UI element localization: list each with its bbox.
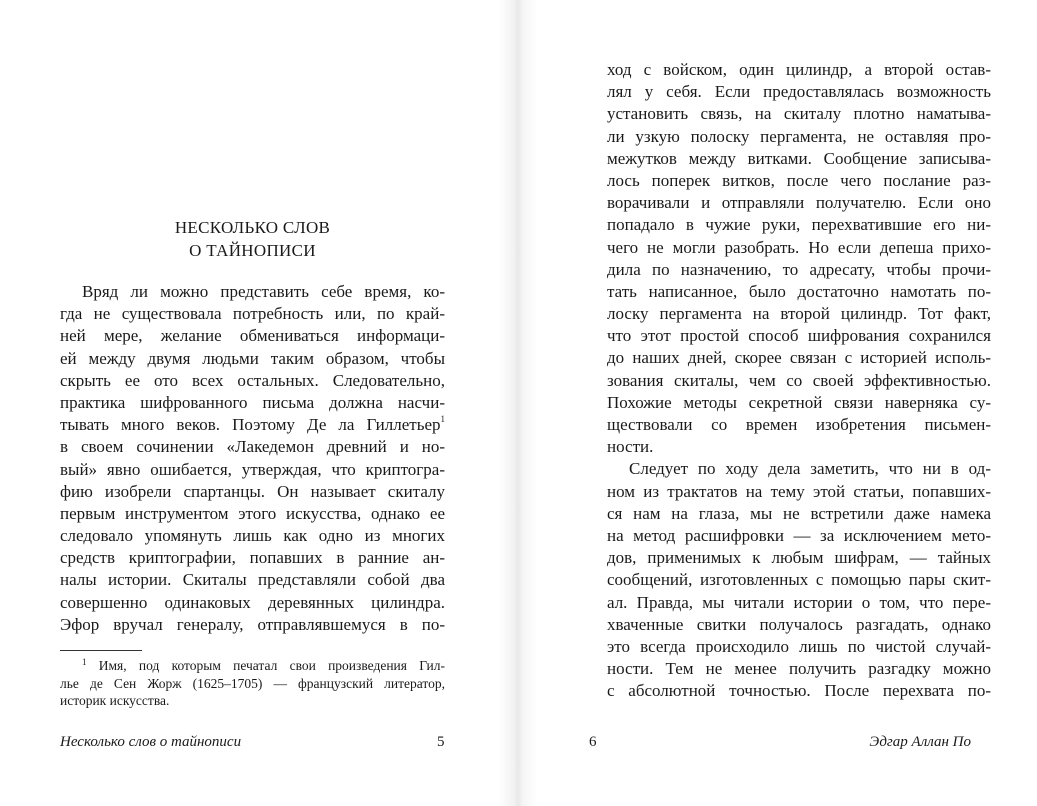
text-line: совершенно одинаковых деревянных цилиндра. xyxy=(60,592,445,612)
text-line: Похожие методы секретной связи наверняка су- xyxy=(607,392,991,412)
text-line: Вряд ли можно представить себе время, ко- xyxy=(82,282,445,301)
footnote-divider xyxy=(60,650,142,651)
text-line: следовало упомянуть лишь как одно из многих xyxy=(60,526,445,546)
text-line: что этот простой способ шифрования сохранился xyxy=(607,326,991,346)
text-line: лоску пергамента на второй цилиндр. Тот факт, xyxy=(607,304,991,324)
text-line: ности. xyxy=(607,437,654,457)
text-line: дов, применимых к любым шифрам, — тайных xyxy=(607,548,991,568)
left-page xyxy=(0,0,518,806)
text-line: ход с войском, один цилиндр, а второй остав- xyxy=(607,60,991,79)
text-line: лось поперек витков, после чего послание раз- xyxy=(607,170,991,190)
text-line: налы истории. Скиталы представляли собой два xyxy=(60,570,445,590)
text-line: дила по назначению, то адресату, чтобы прочи- xyxy=(607,259,991,279)
text-line: средств криптографии, попавших в ранние ан- xyxy=(60,548,445,568)
text-line: попадало в чужие руки, перехватившие его ни- xyxy=(607,215,991,235)
text-line: ся нам на глаза, мы не встретили даже намека xyxy=(607,503,991,523)
text-line: в своем сочинении «Лакедемон древний и но- xyxy=(60,437,445,457)
text-line: тать написанное, было достаточно намотать по- xyxy=(607,281,991,301)
text-line: ал. Правда, мы читали истории о том, что пере- xyxy=(607,592,991,612)
text-line: ворачивали и отправляли получателю. Если оно xyxy=(607,193,991,213)
right-page xyxy=(518,0,1037,806)
footnote-marker: 1 xyxy=(82,657,87,667)
chapter-title-line: НЕСКОЛЬКО СЛОВ xyxy=(174,218,331,237)
text-line: установить связь, на скиталу плотно наматыва- xyxy=(607,104,991,124)
text-line: тывать много веков. Поэтому Де ла Гиллетьер xyxy=(60,415,441,435)
page-number-right: 6 xyxy=(589,734,597,750)
footnote-line xyxy=(60,657,445,675)
text-line: практика шифрованного письма должна насчи- xyxy=(60,392,445,412)
footnote xyxy=(60,657,445,710)
text-line: ли узкую полоску пергамента, не оставляя про- xyxy=(607,126,991,146)
chapter-title xyxy=(60,216,445,262)
page-number-left: 5 xyxy=(437,734,445,750)
text-line: Следует по ходу дела заметить, что ни в од- xyxy=(629,459,991,479)
footnote-line: историк искусства. xyxy=(60,693,170,708)
text-line: зования скиталы, чем со своей эффективностью. xyxy=(607,370,991,390)
running-title-right: Эдгар Аллан По xyxy=(869,734,971,750)
text-line: чего не могли разобрать. Но если депеша прихо- xyxy=(607,237,991,257)
footnote-line: лье де Сен Жорж (1625–1705) — французский литератор, xyxy=(60,675,445,691)
text-line: межутков между витками. Сообщение записыва- xyxy=(607,148,991,168)
text-line: ном из трактатов на тему этой статьи, попавших- xyxy=(607,481,991,501)
footnote-text: Имя, под которым печатал свои произведения Гил- xyxy=(98,658,445,673)
text-line: Эфор вручал генералу, отправлявшемуся в по- xyxy=(60,614,445,634)
text-line: хваченные свитки получалось разгадать, однако xyxy=(607,614,991,634)
text-line: вый» явно ошибается, утверждая, что криптогра- xyxy=(60,459,445,479)
text-line: ности. Тем не менее получить разгадку можно xyxy=(607,659,991,679)
text-line: лял у себя. Если предоставлялась возможность xyxy=(607,82,991,102)
text-line: до наших дней, скорее связан с историей исполь- xyxy=(607,348,991,368)
text-line: это всегда происходило лишь по чистой случай- xyxy=(607,636,991,656)
text-line: первым инструментом этого искусства, однако ее xyxy=(60,503,445,523)
text-line: ней мере, желание обмениваться информаци- xyxy=(60,326,445,346)
chapter-title-line: О ТАЙНОПИСИ xyxy=(189,241,316,260)
left-body-text xyxy=(60,281,445,636)
footnote-reference[interactable]: 1 xyxy=(440,414,445,425)
text-line: на метод расшифровки — за исключением мето- xyxy=(607,525,991,545)
text-line: гда не существовала потребность или, по край- xyxy=(60,304,445,324)
text-line: фию изобрели спартанцы. Он называет скиталу xyxy=(60,481,445,501)
text-line: ей между двумя людьми таким образом, чтобы xyxy=(60,348,445,368)
text-line-with-footnote xyxy=(60,414,445,436)
text-line: сообщений, изготовленных с помощью пары скит- xyxy=(607,570,991,590)
right-body-text xyxy=(607,59,991,702)
text-line: ществовали со времен изобретения письмен- xyxy=(607,415,991,434)
running-title-left: Несколько слов о тайнописи xyxy=(60,734,242,750)
text-line: с абсолютной точностью. После перехвата по- xyxy=(607,681,991,701)
book-gutter-shadow xyxy=(498,0,538,806)
text-line: скрыть ее ото всех остальных. Следовательно, xyxy=(60,370,445,390)
